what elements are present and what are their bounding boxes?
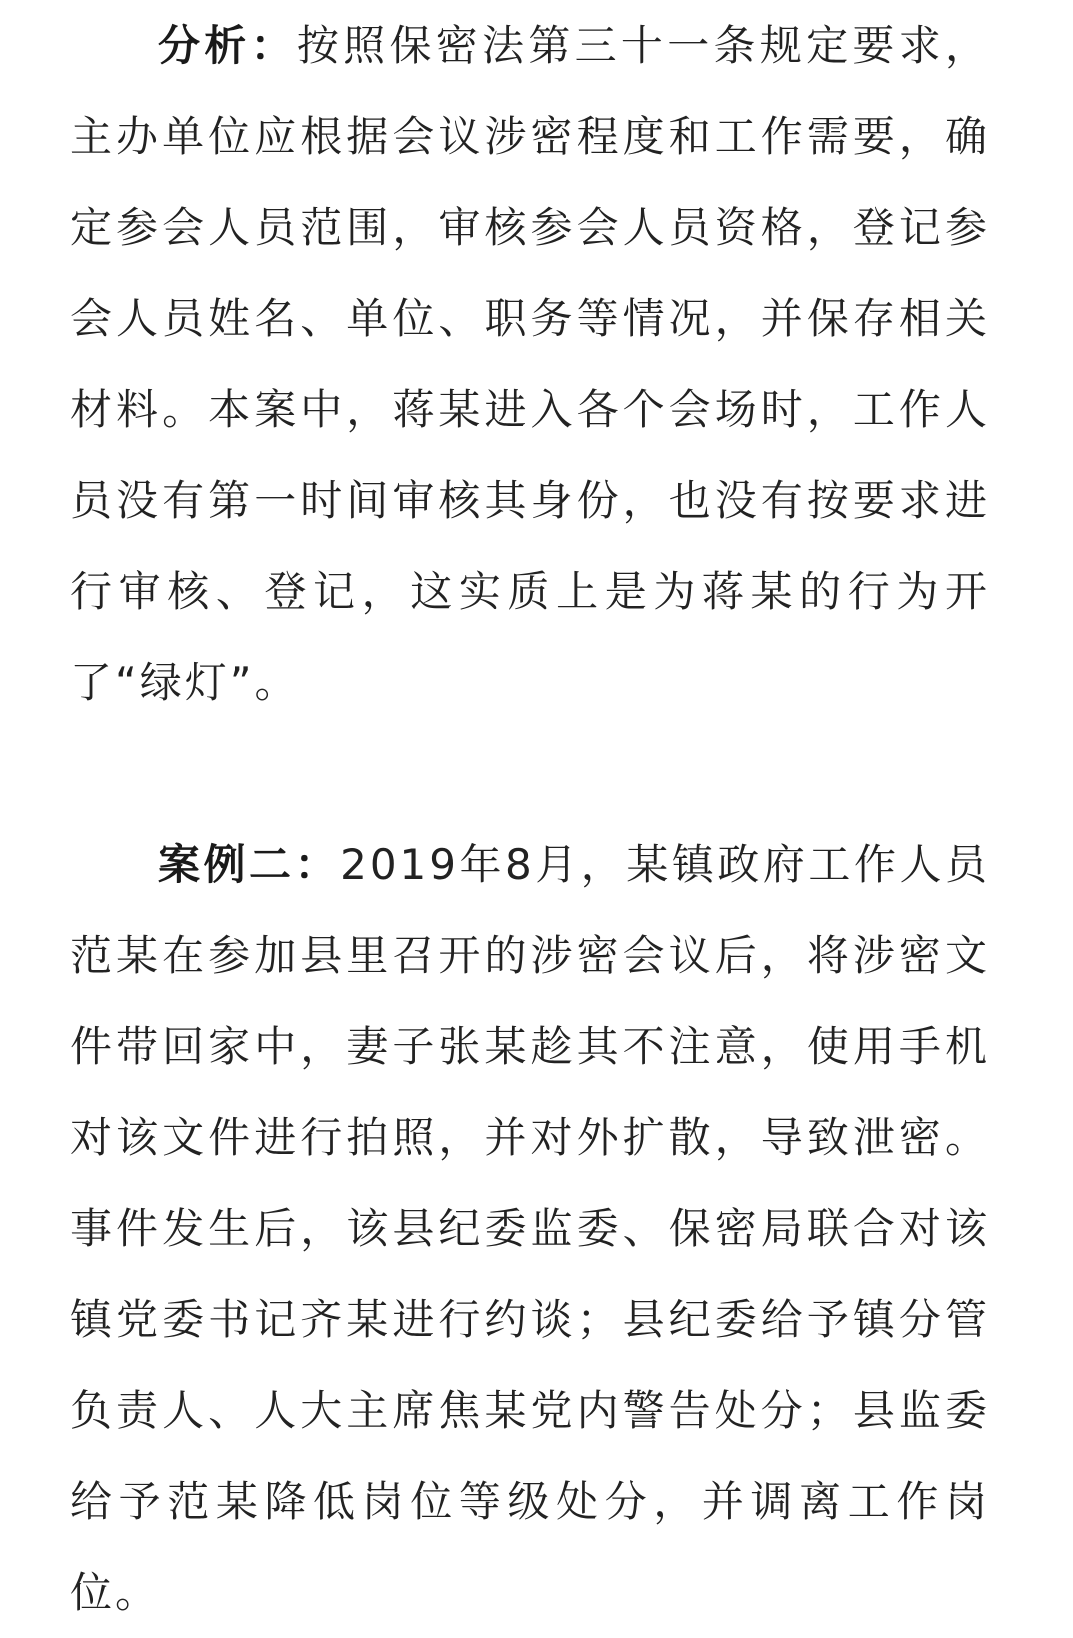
analysis-text: 按照保密法第三十一条规定要求，主办单位应根据会议涉密程度和工作需要，确定参会人员范围，审核参会人员资格，登记参会人员姓名、单位、职务等情况，并保存相关材料。本案中，蒋某进入各个会场时，工作人员没有第一时间审核其身份，也没有按要求进行审核、登记，这实质上是为蒋某的行为开了“绿灯”。 [70,21,990,707]
case-two-paragraph [70,819,990,1638]
article-body [70,0,990,1638]
analysis-paragraph [70,0,990,728]
case-two-heading: 案例二： [158,840,341,889]
analysis-heading: 分析： [158,21,297,70]
case-two-text: 2019年8月，某镇政府工作人员范某在参加县里召开的涉密会议后，将涉密文件带回家中，妻子张某趁其不注意，使用手机对该文件进行拍照，并对外扩散，导致泄密。事件发生后，该县纪委监委、保密局联合对该镇党委书记齐某进行约谈；县纪委给予镇分管负责人、人大主席焦某党内警告处分；县监委给予范某降低岗位等级处分，并调离工作岗位。 [70,840,990,1617]
